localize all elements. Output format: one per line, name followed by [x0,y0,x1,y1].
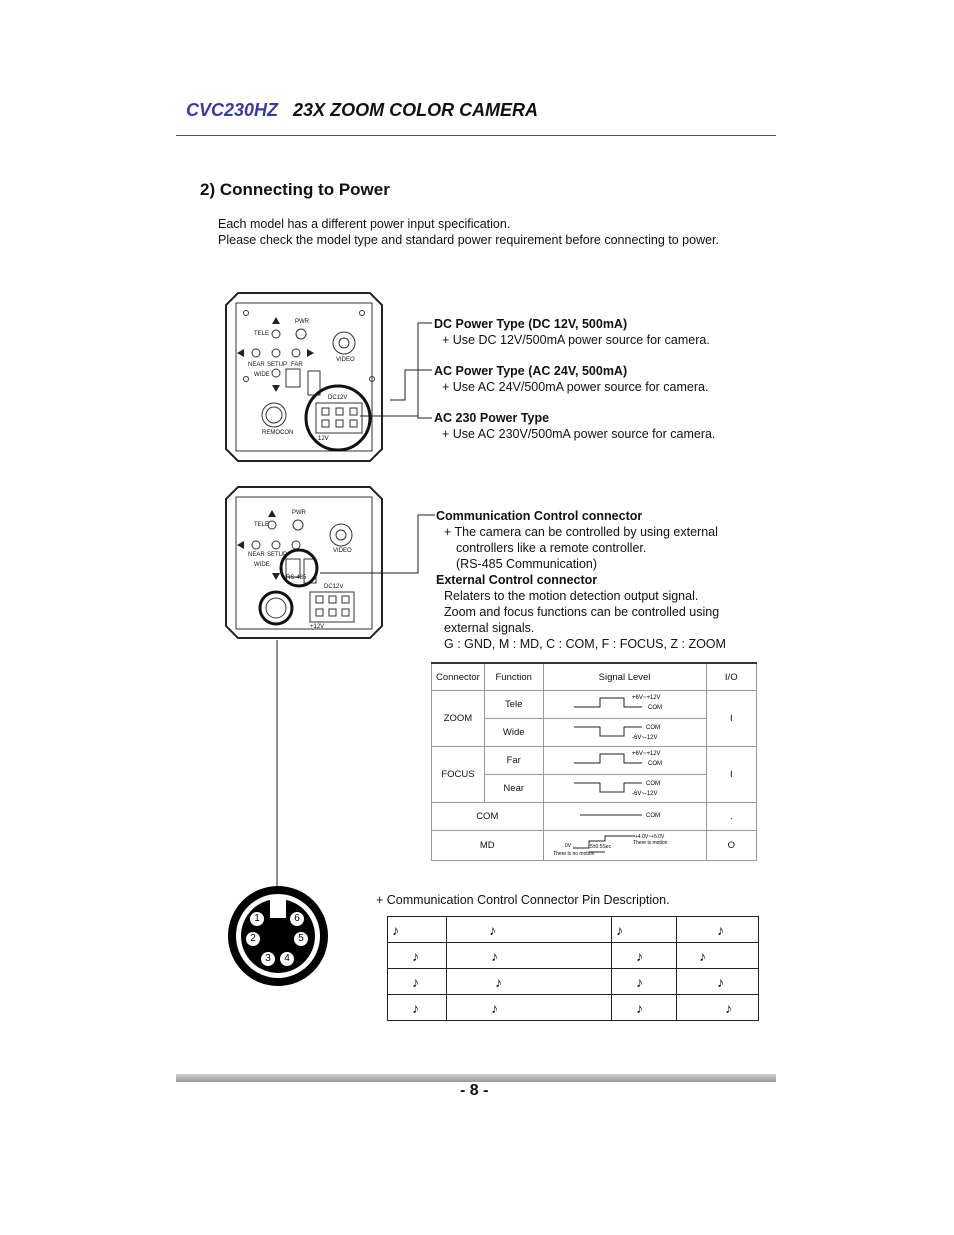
col-function: Function [484,663,543,691]
com-level: COM [645,813,660,819]
video-label-2: VIDEO [333,548,352,554]
md-level-high: +4.0V~+5.0V [634,834,664,840]
table-row [432,831,757,861]
wide-cell: Wide [484,719,543,747]
pin-cell: ♪ [388,917,447,943]
remocon-label: REMOCON [262,430,294,436]
col-signal-level: Signal Level [543,663,706,691]
dc12v-label-2: DC12V [324,584,344,590]
tele-level-high: +6V~+12V [631,695,661,701]
dc-power-desc: + Use DC 12V/500mA power source for camera. [442,333,710,347]
table-row [432,747,757,775]
pin-1: 1 [250,912,264,926]
wide-label: WIDE [254,372,270,378]
intro-line-2: Please check the model type and standard power requirement before connecting to power. [218,233,720,247]
pin-cell: ♪ [612,969,677,995]
tele-signal [543,691,706,719]
pin-description-caption: + Communication Control Connector Pin Description. [376,893,670,907]
com-cell: COM [432,803,544,831]
pwr-label-2: PWR [292,510,306,516]
md-cell: MD [432,831,544,861]
intro-text [218,216,719,248]
power-callout-lines [360,318,440,428]
header-rule [176,135,776,136]
dc-power-title: DC Power Type (DC 12V, 500mA) [434,317,628,331]
near-level-com: COM [645,781,660,787]
far-level-com: COM [647,761,662,767]
ext-line-2: Zoom and focus functions can be controlled using [444,605,720,619]
ext-line-3: external signals. [444,621,535,635]
pin-cell: ♪ [447,917,612,943]
pin-cell: ♪ [677,917,759,943]
wide-level-low: -6V~-12V [631,735,658,741]
col-io: I/O [706,663,756,691]
com-signal [543,803,706,831]
pin-cell: ♪ [388,943,447,969]
pin-description-table [387,916,759,1021]
pwr-label: PWR [295,319,309,325]
focus-cell: FOCUS [432,747,485,803]
table-row [388,969,759,995]
far-level-high: +6V~+12V [631,751,661,757]
table-header-row [432,663,757,691]
ac24-power-title: AC Power Type (AC 24V, 500mA) [434,364,628,378]
md-level-low-note: There is no motion [552,851,594,857]
wide-signal [543,719,706,747]
comm-connector-block [436,508,726,652]
pin-4: 4 [280,952,294,966]
md-signal [543,831,706,861]
table-row [388,917,759,943]
tele-cell: Tele [484,691,543,719]
video-label: VIDEO [336,357,355,363]
table-row [432,803,757,831]
dc12v-label: DC12V [328,395,348,401]
near-level-low: -6V~-12V [631,791,658,797]
pin-cell: ♪ [612,917,677,943]
near-label: NEAR [248,362,265,368]
pin-cell: ♪ [447,969,612,995]
pin-2: 2 [246,932,260,946]
ext-line-1: Relaters to the motion detection output signal. [444,589,699,603]
md-pulse-icon [545,831,705,857]
pin-cell: ♪ [388,969,447,995]
table-row [388,995,759,1021]
twelve-v-label: 12V [318,436,329,442]
zoom-io-cell: I [706,691,756,747]
comm-title: Communication Control connector [436,509,643,523]
pulse-low-icon [550,775,700,799]
pin-3: 3 [261,952,275,966]
pin-cell: ♪ [388,995,447,1021]
near-cell: Near [484,775,543,803]
header-title: 23X ZOOM COLOR CAMERA [293,100,539,120]
power-type-ac24 [434,363,708,395]
footer-bar [176,1074,776,1082]
wide-level-com: COM [645,725,660,731]
focus-io-cell: I [706,747,756,803]
far-signal [543,747,706,775]
tele-level-com: COM [647,705,662,711]
signal-level-table [431,662,757,861]
pulse-high-icon [550,691,700,715]
md-level-low: 0V [564,843,571,849]
tele-label-2: TELE [254,522,270,528]
pin-cell: ♪ [612,943,677,969]
mini-din-connector-icon [226,884,330,988]
pin-cell: ♪ [447,995,612,1021]
pin-cell: ♪ [612,995,677,1021]
pin-cell: ♪ [447,943,612,969]
wide-label-2: WIDE [254,562,270,568]
far-label: FAR [291,362,303,368]
model-name: CVC230HZ [186,100,279,120]
flat-line-icon [550,803,700,827]
near-label-2: NEAR [248,552,265,558]
pin-6: 6 [290,912,304,926]
intro-line-1: Each model has a different power input specification. [218,217,511,231]
pin-cell: ♪ [677,943,759,969]
plus12v-label: +12V [310,624,325,630]
power-type-ac230 [434,410,715,442]
document-header [186,100,538,121]
rs485-label: RS-485 [286,575,307,581]
comm-line-3: (RS-485 Communication) [456,557,598,571]
control-callout-lines [270,510,440,910]
tele-label: TELE [254,331,270,337]
ext-line-4: G : GND, M : MD, C : COM, F : FOCUS, Z : ZOOM [444,637,726,651]
md-duration: 5±0.5Sec [589,844,611,850]
setup-label-2: SETUP [267,552,288,558]
pin-cell: ♪ [677,995,759,1021]
com-io-cell: . [706,803,756,831]
comm-line-2: controllers like a remote controller. [456,541,647,555]
ac230-power-desc: + Use AC 230V/500mA power source for camera. [442,427,716,441]
pin-cell: ♪ [677,969,759,995]
near-signal [543,775,706,803]
connector-pin-diagram [226,884,330,988]
ext-title: External Control connector [436,573,598,587]
col-connector: Connector [432,663,485,691]
ac230-power-title: AC 230 Power Type [434,411,550,425]
section-title: 2) Connecting to Power [200,180,390,199]
table-row [388,943,759,969]
zoom-cell: ZOOM [432,691,485,747]
comm-line-1: + The camera can be controlled by using external [444,525,718,539]
pulse-low-icon [550,719,700,743]
pin-5: 5 [294,932,308,946]
pulse-high-icon [550,747,700,771]
ac24-power-desc: + Use AC 24V/500mA power source for camera. [442,380,709,394]
md-level-high-note: There is motion [632,840,668,846]
far-cell: Far [484,747,543,775]
power-type-dc [434,316,710,348]
md-io-cell: O [706,831,756,861]
table-row [432,691,757,719]
setup-label: SETUP [267,362,288,368]
page-number: - 8 - [460,1082,489,1099]
